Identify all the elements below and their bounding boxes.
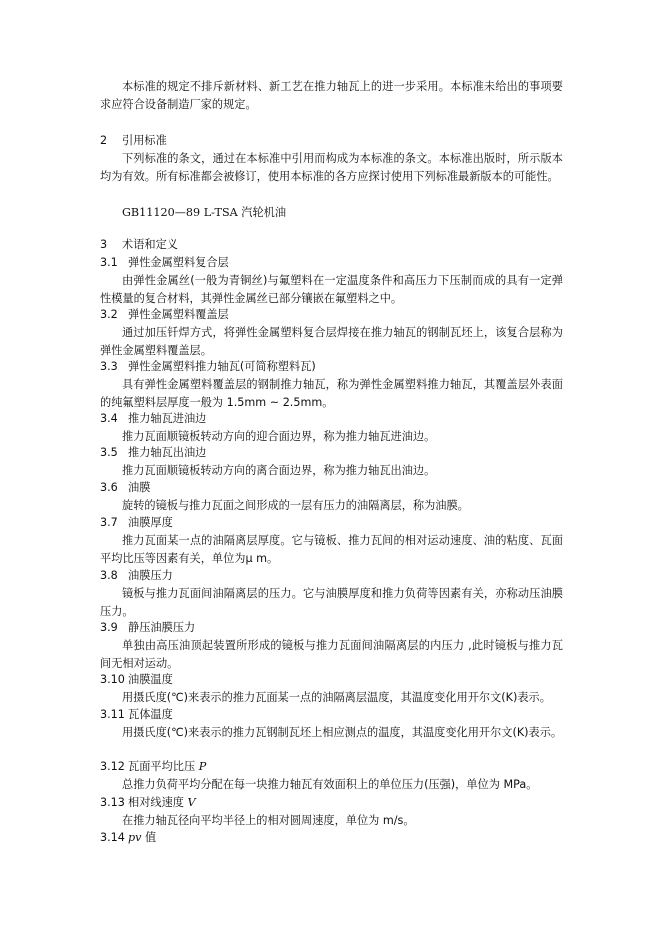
term-heading (100, 671, 563, 689)
term-body: 镜板与推力瓦面间油隔离层的压力。它与油膜厚度和推力负荷等因素有关，亦称动压油膜压力。 (100, 587, 563, 618)
term-number: 3.6 (100, 481, 118, 494)
term-symbol: V (187, 796, 196, 809)
term-title: 油膜厚度 (128, 516, 173, 529)
term-body: 推力瓦面顺镜板转动方向的离合面边界，称为推力轴瓦出油边。 (122, 464, 436, 477)
term-body: 用摄氏度(℃)来表示的推力瓦面某一点的油隔离层温度，其温度变化用开尔文(K)表示。 (122, 691, 551, 704)
term-heading (100, 479, 563, 497)
term-heading (100, 829, 563, 847)
term-heading (100, 410, 563, 428)
term-title: 推力轴瓦出油边 (128, 446, 207, 459)
section-title: 引用标准 (122, 134, 167, 147)
term-number: 3.11 (100, 708, 125, 721)
term-number: 3.14 (100, 831, 125, 844)
term-title: 弹性金属塑料覆盖层 (128, 308, 229, 321)
term-number: 3.5 (100, 446, 118, 459)
section-title: 术语和定义 (122, 238, 178, 251)
term-body: 推力瓦面某一点的油隔离层厚度。它与镜板、推力瓦间的相对运动速度、油的粘度、瓦面平均比压等因素有关，单位为μ m。 (100, 534, 563, 565)
term-title: 油膜 (128, 481, 151, 494)
section-2-body: 下列标准的条文，通过在本标准中引用而构成为本标准的条文。本标准出版时，所示版本均为有效。所有标准都会被修订，使用本标准的各方应探讨使用下列标准最新版本的可能性。 (100, 152, 563, 183)
term-body: 总推力负荷平均分配在每一块推力轴瓦有效面积上的单位压力(压强)，单位为 MPa。 (122, 778, 538, 791)
term-title: 瓦体温度 (128, 708, 173, 721)
section-2-heading (100, 132, 563, 150)
term-number: 3.13 (100, 796, 125, 809)
term-heading (100, 758, 563, 776)
term-title: 值 (145, 831, 157, 844)
term-title: 瓦面平均比压 (128, 760, 196, 773)
term-title: 弹性金属塑料推力轴瓦(可简称塑料瓦) (128, 360, 316, 373)
term-body: 由弹性金属丝(一般为青铜丝)与氟塑料在一定温度条件和高压力下压制而成的具有一定弹性模量的复合材料，其弹性金属丝已部分镶嵌在氟塑料之中。 (100, 274, 563, 305)
section-3-heading (100, 236, 563, 254)
term-body: 推力瓦面顺镜板转动方向的迎合面边界，称为推力轴瓦进油边。 (122, 430, 436, 443)
term-body: 在推力轴瓦径向平均半径上的相对圆周速度，单位为 m/s。 (122, 814, 415, 827)
term-title: 相对线速度 (128, 796, 184, 809)
term-heading (100, 794, 563, 812)
term-title: 推力轴瓦进油边 (128, 412, 207, 425)
term-number: 3.7 (100, 516, 118, 529)
term-body: 通过加压钎焊方式，将弹性金属塑料复合层焊接在推力轴瓦的钢制瓦坯上，该复合层称为弹性金属塑料覆盖层。 (100, 326, 563, 357)
term-number: 3.3 (100, 360, 118, 373)
section-number: 2 (100, 134, 108, 147)
term-number: 3.8 (100, 569, 118, 582)
term-title: 油膜温度 (128, 673, 173, 686)
term-heading (100, 254, 563, 272)
term-number: 3.10 (100, 673, 125, 686)
term-number: 3.9 (100, 621, 118, 634)
term-heading (100, 706, 563, 724)
term-heading (100, 514, 563, 532)
term-heading (100, 619, 563, 637)
term-number: 3.2 (100, 308, 118, 321)
term-body: 旋转的镜板与推力瓦面之间形成的一层有压力的油隔离层，称为油膜。 (122, 499, 469, 512)
term-body: 单独由高压油顶起装置所形成的镜板与推力瓦面间油隔离层的内压力 ,此时镜板与推力瓦间无相对运动。 (100, 639, 563, 670)
term-heading (100, 444, 563, 462)
term-heading (100, 358, 563, 376)
intro-paragraph: 本标准的规定不排斥新材料、新工艺在推力轴瓦上的进一步采用。本标准未给出的事项要求应符合设备制造厂家的规定。 (100, 80, 563, 111)
term-body: 具有弹性金属塑料覆盖层的钢制推力轴瓦，称为弹性金属塑料推力轴瓦，其覆盖层外表面的纯氟塑料层厚度一般为 1.5mm ~ 2.5mm。 (100, 378, 563, 409)
term-number: 3.4 (100, 412, 118, 425)
term-heading (100, 567, 563, 585)
term-body: 用摄氏度(℃)来表示的推力瓦钢制瓦坯上相应测点的温度，其温度变化用开尔文(K)表示。 (122, 726, 563, 739)
term-number: 3.12 (100, 760, 125, 773)
term-title: 油膜压力 (128, 569, 173, 582)
term-title: 弹性金属塑料复合层 (128, 256, 229, 269)
term-heading (100, 306, 563, 324)
section-number: 3 (100, 238, 108, 251)
term-title: 静压油膜压力 (128, 621, 196, 634)
term-symbol: P (198, 760, 207, 773)
term-symbol: pv (128, 831, 142, 844)
reference-standard: GB11120—89 L-TSA 汽轮机油 (122, 206, 287, 219)
term-number: 3.1 (100, 256, 118, 269)
